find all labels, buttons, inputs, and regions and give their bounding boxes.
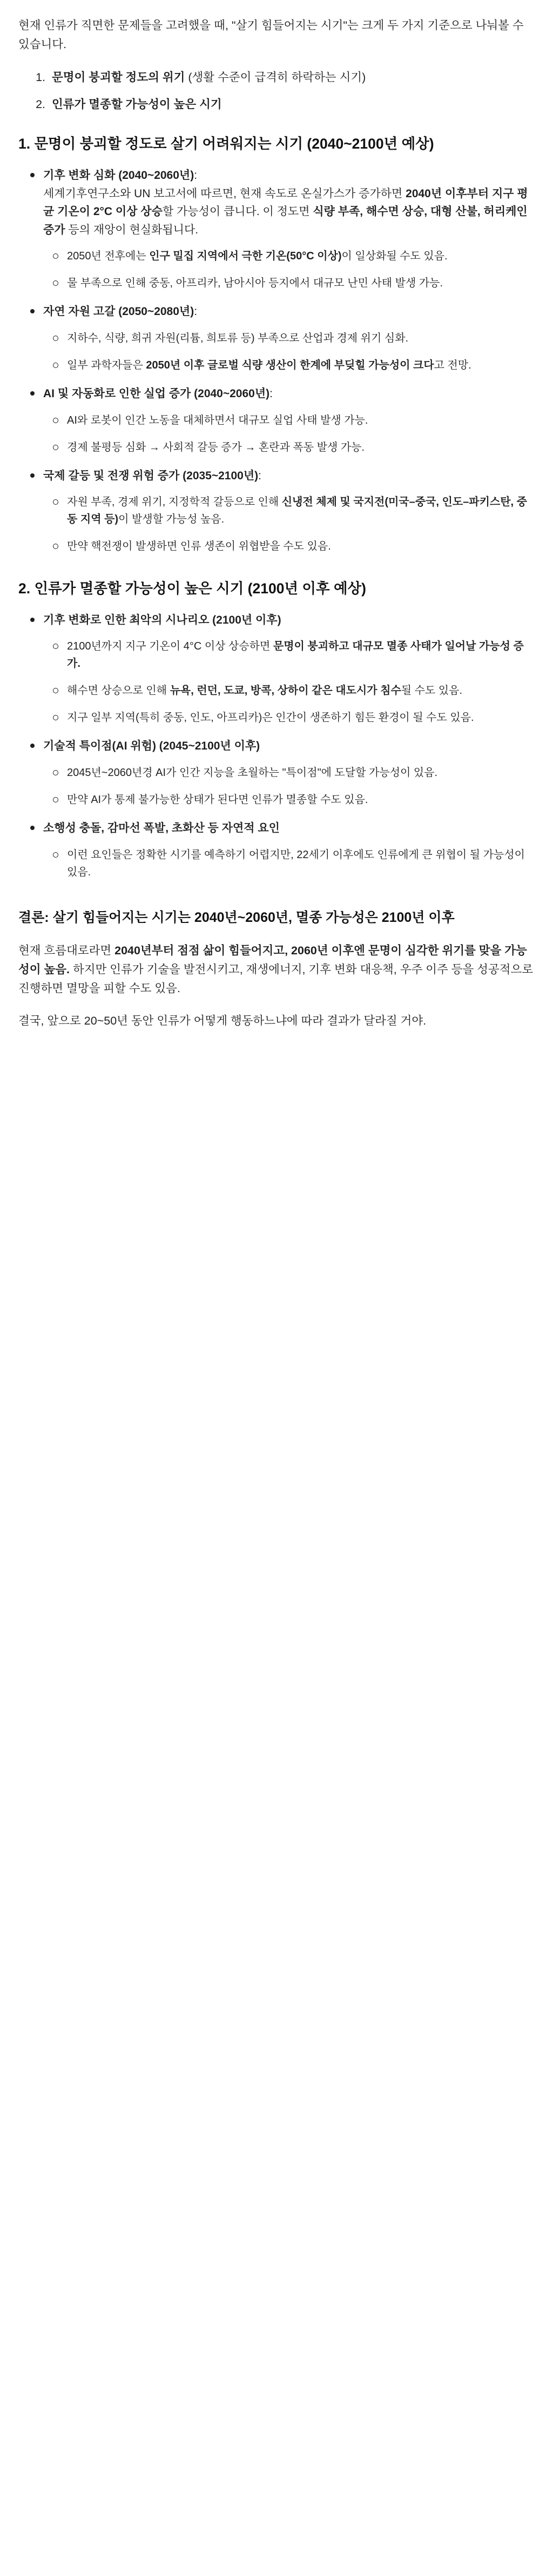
sub-list <box>43 247 535 292</box>
list-item: AI와 로봇이 인간 노동을 대체하면서 대규모 실업 사태 발생 가능. <box>43 412 535 429</box>
intro-paragraph: 현재 인류가 직면한 문제들을 고려했을 때, "살기 힘들어지는 시기"는 크게 두 가지 기준으로 나눠볼 수 있습니다. <box>18 19 524 51</box>
list-item: 2. 인류가 멸종할 가능성이 높은 시기 <box>49 95 535 113</box>
item-title: 자연 자원 고갈 (2050~2080년): <box>43 305 198 318</box>
list-item: 경제 불평등 심화 → 사회적 갈등 증가 → 혼란과 폭동 발생 가능. <box>43 439 535 456</box>
section-2-heading: 2. 인류가 멸종할 가능성이 높은 시기 (2100년 이후 예상) <box>18 580 366 597</box>
list-item: 해수면 상승으로 인해 뉴욕, 런던, 도쿄, 방콕, 상하이 같은 대도시가 침수될 수도 있음. <box>43 682 535 699</box>
section-1-list <box>18 166 535 555</box>
list-item: 물 부족으로 인해 중동, 아프리카, 남아시아 등지에서 대규모 난민 사태 발생 가능. <box>43 275 535 292</box>
list-item: 일부 과학자들은 2050년 이후 글로벌 식량 생산이 한계에 부딪힐 가능성이 크다고 전망. <box>43 357 535 374</box>
section-1-heading: 1. 문명이 붕괴할 정도로 살기 어려워지는 시기 (2040~2100년 예상) <box>18 136 434 152</box>
list-item: 지구 일부 지역(특히 중동, 인도, 아프리카)은 인간이 생존하기 힘든 환경이 될 수도 있음. <box>43 709 535 726</box>
list-item: 이런 요인들은 정확한 시기를 예측하기 어렵지만, 22세기 이후에도 인류에게 큰 위협이 될 가능성이 있음. <box>43 846 535 881</box>
item-title: AI 및 자동화로 인한 실업 증가 (2040~2060년): <box>43 387 273 400</box>
item-title: 기술적 특이점(AI 위험) (2045~2100년 이후) <box>43 740 260 753</box>
list-item: 1. 문명이 붕괴할 정도의 위기 (생활 수준이 급격히 하락하는 시기) <box>49 68 535 86</box>
list-item: 2100년까지 지구 기온이 4°C 이상 상승하면 문명이 붕괴하고 대규모 멸종 사태가 일어날 가능성 증가. <box>43 638 535 672</box>
sub-list <box>43 764 535 808</box>
sub-list <box>43 330 535 374</box>
section-2-list <box>18 611 535 881</box>
list-item <box>18 611 535 727</box>
item-title: 기후 변화 심화 (2040~2060년): 세계기후연구소와 UN 보고서에 따르면, 현재 속도로 온실가스가 증가하면 2040년 이후부터 지구 평균 기온이 2°C 이상 상승할 가능성이 큽니다. 이 정도면 식량 부족, 해수면 상승, 대형 산불, 허리케인 증가 등의 재앙이 현실화됩니다. <box>43 169 528 236</box>
list-item: 자원 부족, 경제 위기, 지정학적 갈등으로 인해 신냉전 체제 및 국지전(미국–중국, 인도–파키스탄, 중동 지역 등)이 발생할 가능성 높음. <box>43 493 535 528</box>
conclusion-paragraph-2: 결국, 앞으로 20~50년 동안 인류가 어떻게 행동하느냐에 따라 결과가 달라질 거야. <box>18 1014 427 1028</box>
item-title: 국제 갈등 및 전쟁 위험 증가 (2035~2100년): <box>43 469 261 482</box>
list-item <box>18 737 535 808</box>
sub-list <box>43 412 535 456</box>
list-item <box>18 385 535 456</box>
list-item <box>18 303 535 374</box>
list-item <box>18 819 535 881</box>
list-item <box>18 166 535 292</box>
item-title: 기후 변화로 인한 최악의 시나리오 (2100년 이후) <box>43 613 281 626</box>
criteria-list <box>18 68 535 114</box>
sub-list <box>43 638 535 726</box>
list-item: 만약 AI가 통제 불가능한 상태가 된다면 인류가 멸종할 수도 있음. <box>43 791 535 808</box>
list-item: 2045년~2060년경 AI가 인간 지능을 초월하는 "특이점"에 도달할 가능성이 있음. <box>43 764 535 781</box>
conclusion-paragraph-1: 현재 흐름대로라면 2040년부터 점점 삶이 힘들어지고, 2060년 이후엔 문명이 심각한 위기를 맞을 가능성이 높음. 하지만 인류가 기술을 발전시키고, 재생에너지, 기후 변화 대응책, 우주 이주 등을 성공적으로 진행하면 멸망을 피할 수도 있음. <box>18 944 534 995</box>
sub-list <box>43 846 535 881</box>
list-item: 지하수, 식량, 희귀 자원(리튬, 희토류 등) 부족으로 산업과 경제 위기 심화. <box>43 330 535 347</box>
list-item <box>18 467 535 556</box>
conclusion-heading: 결론: 살기 힘들어지는 시기는 2040년~2060년, 멸종 가능성은 2100년 이후 <box>18 909 455 925</box>
item-title: 소행성 충돌, 감마선 폭발, 초화산 등 자연적 요인 <box>43 822 280 835</box>
document-page <box>0 0 553 1066</box>
list-item: 2050년 전후에는 인구 밀집 지역에서 극한 기온(50°C 이상)이 일상화될 수도 있음. <box>43 247 535 265</box>
sub-list <box>43 493 535 555</box>
list-item: 만약 핵전쟁이 발생하면 인류 생존이 위협받을 수도 있음. <box>43 538 535 555</box>
